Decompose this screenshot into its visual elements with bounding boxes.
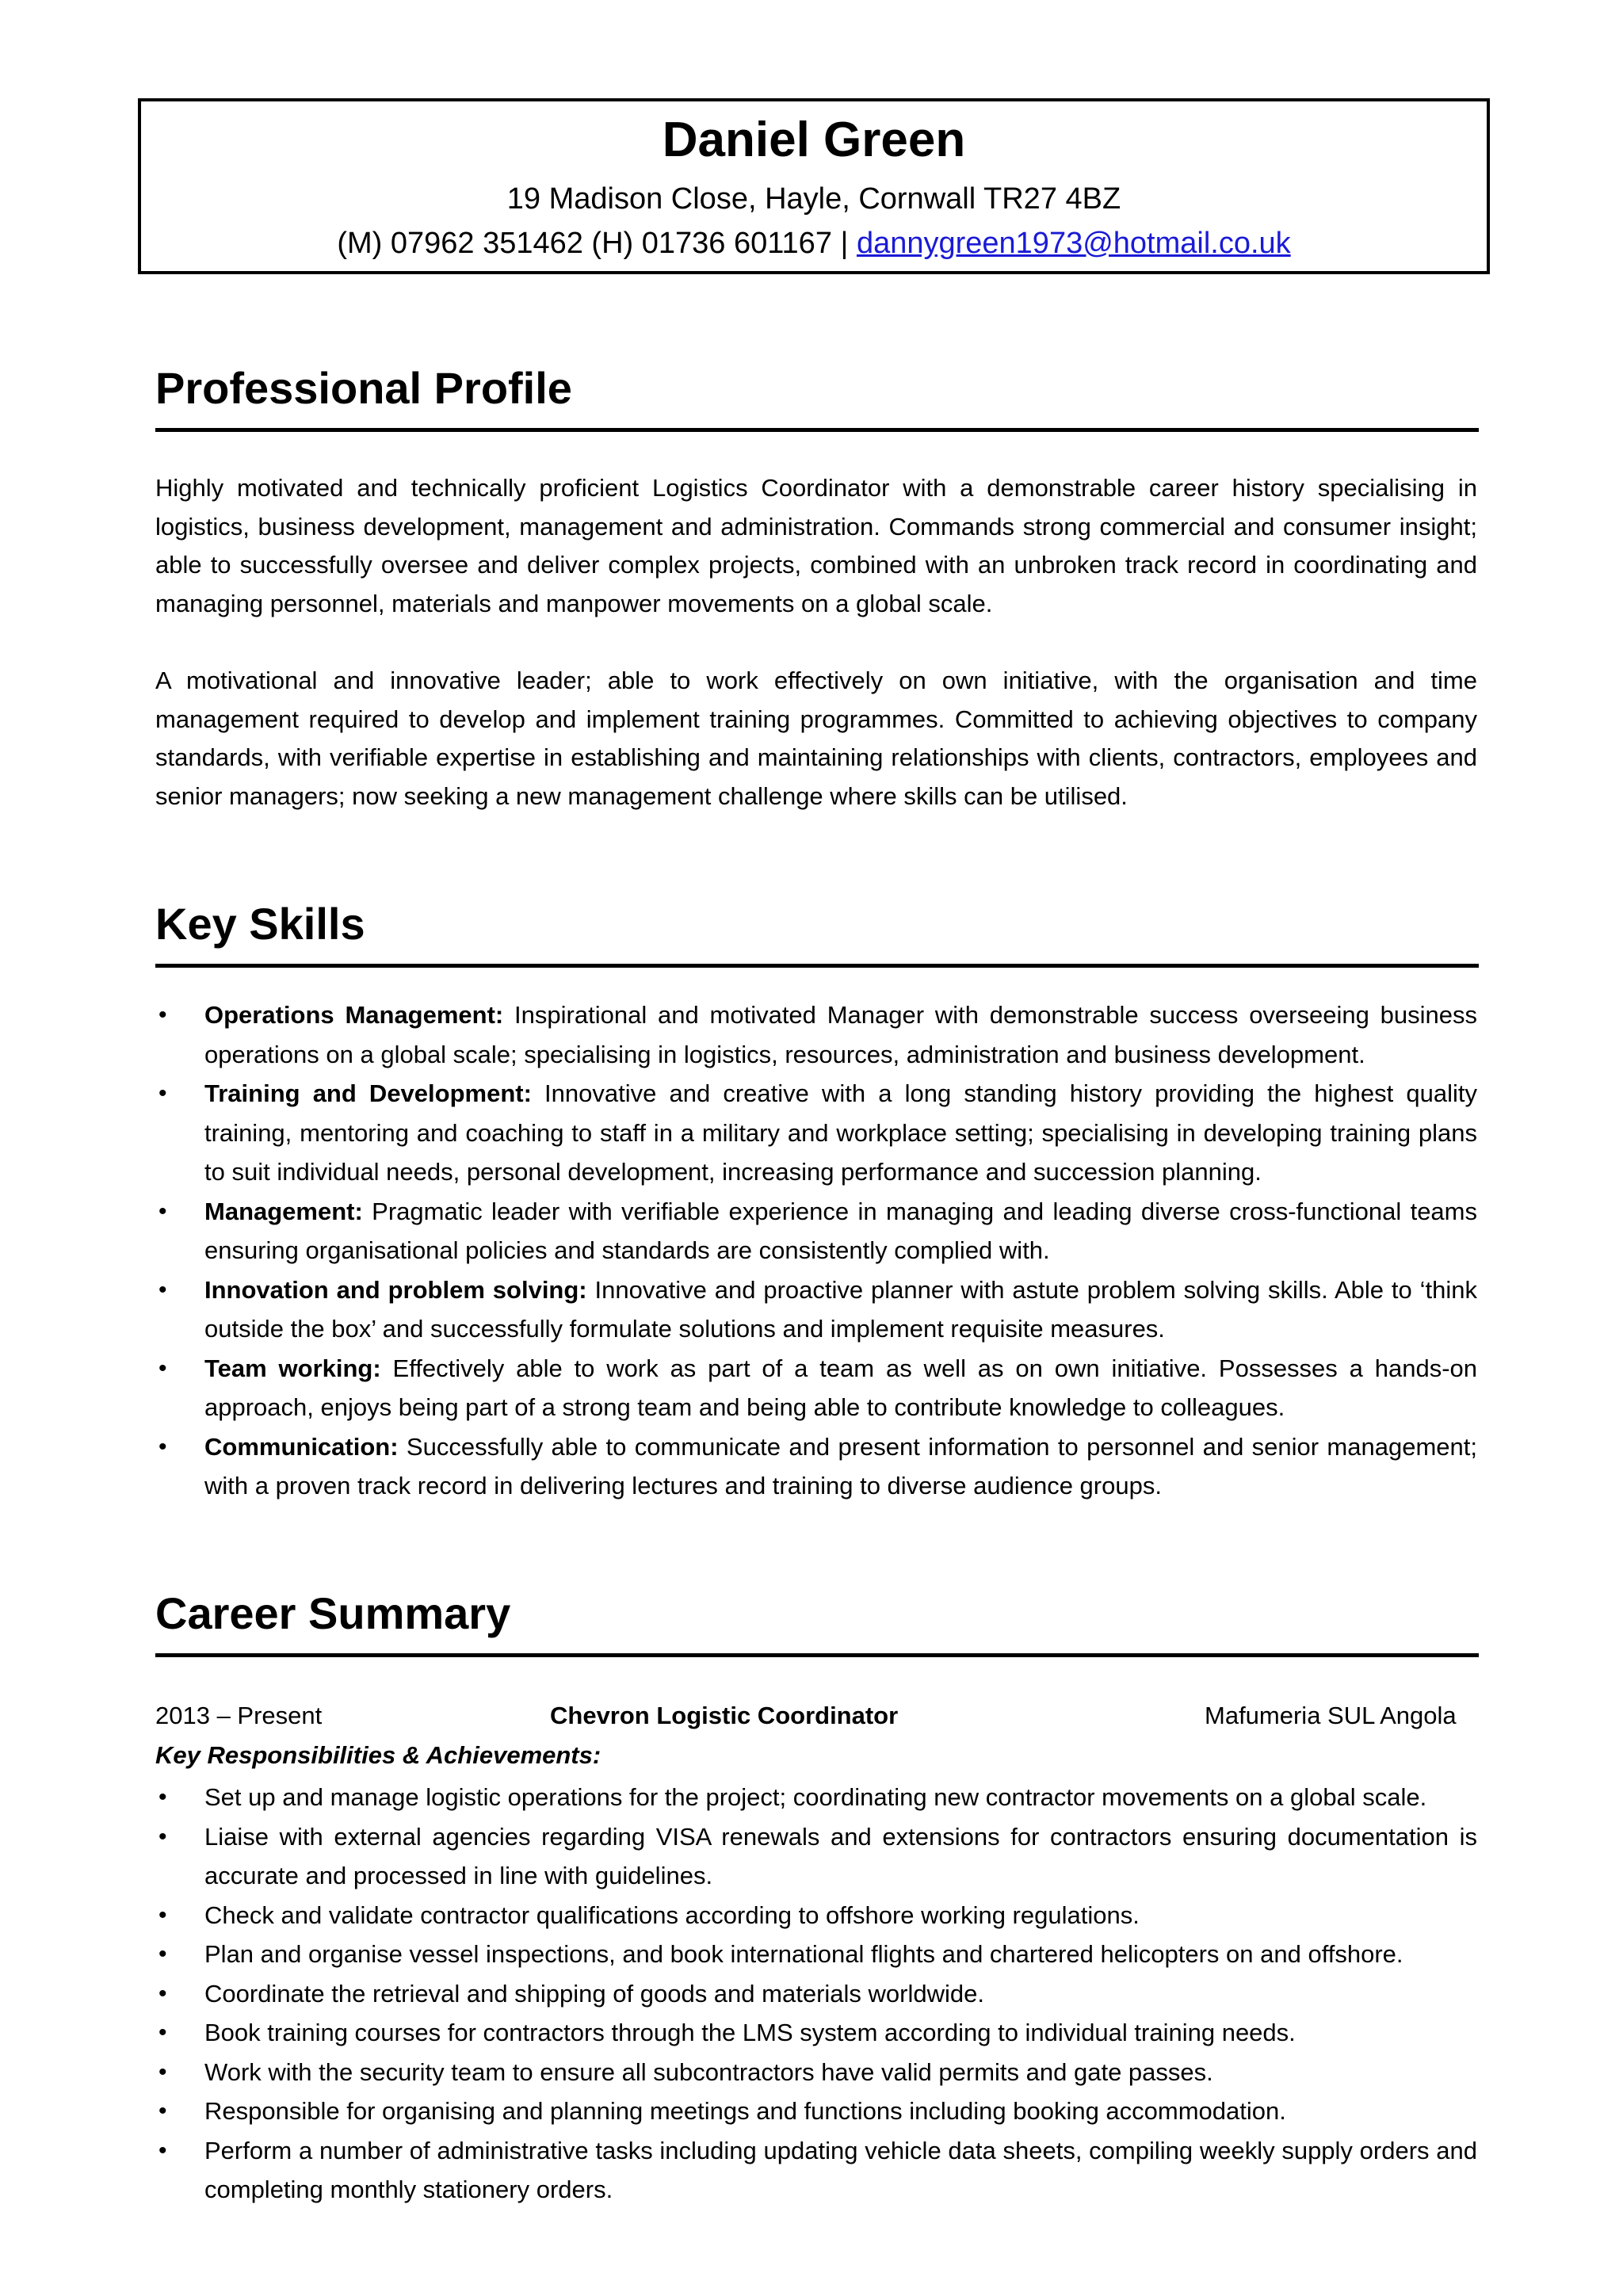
section-title-skills: Key Skills: [155, 902, 1479, 968]
skill-item: • Operations Management: Inspirational and motivated Manager with demonstrable success overseeing business operations on a global scale; specialising in logistics, resources, administration and business development.: [158, 1001, 1477, 1068]
section-title-profile: Professional Profile: [155, 366, 1479, 432]
contact-line: [141, 228, 1487, 258]
responsibility-item: • Book training courses for contractors through the LMS system according to individual training needs.: [158, 2019, 1296, 2046]
responsibility-item: • Check and validate contractor qualifications according to offshore working regulations.: [158, 1901, 1140, 1929]
profile-paragraph-2: A motivational and innovative leader; able to work effectively on own initiative, with the organisation and time management required to develop and implement training programmes. Committed to achieving objectives to company standards, with verifiable expertise in establishing and maintaining relationships with clients, contractors, employees and senior managers; now seeking a new management challenge where skills can be utilised.: [155, 667, 1477, 810]
address: 19 Madison Close, Hayle, Cornwall TR27 4BZ: [506, 182, 1121, 216]
responsibility-item: • Coordinate the retrieval and shipping of goods and materials worldwide.: [158, 1979, 984, 2008]
profile-paragraph-1: Highly motivated and technically proficient Logistics Coordinator with a demonstrable career history specialising in logistics, business development, management and administration. Commands strong commercial and consumer insight; able to successfully oversee and deliver complex projects, combined with an unbroken track record in coordinating and managing personnel, materials and manpower movements on a global scale.: [155, 474, 1477, 617]
responsibility-item: • Plan and organise vessel inspections, and book international flights and chartered helicopters on and offshore.: [158, 1940, 1403, 1968]
job-title: Chevron Logistic Coordinator: [550, 1702, 899, 1729]
skill-item: • Team working: Effectively able to work as part of a team as well as on own initiative. Possesses a hands-on approach, enjoys being part of a strong team and being able to contribute knowledge to colleagues.: [158, 1354, 1477, 1421]
phone-numbers: (M) 07962 351462 (H) 01736 601167 |: [337, 227, 849, 260]
responsibility-item: • Responsible for organising and planning meetings and functions including booking accommodation.: [158, 2097, 1286, 2125]
candidate-name: Daniel Green: [662, 113, 966, 167]
job-location: Mafumeria SUL Angola: [1205, 1702, 1457, 1729]
responsibility-item: • Liaise with external agencies regarding VISA renewals and extensions for contractors ensuring documentation is accurate and processed in line with guidelines.: [158, 1822, 1477, 1889]
responsibilities-heading: Key Responsibilities & Achievements:: [155, 1741, 601, 1769]
skill-item: • Management: Pragmatic leader with verifiable experience in managing and leading diverse cross-functional teams ensuring organisational policies and standards are consistently complied with.: [158, 1197, 1477, 1264]
responsibility-item: • Work with the security team to ensure all subcontractors have valid permits and gate passes.: [158, 2057, 1213, 2086]
skill-item: • Innovation and problem solving: Innovative and proactive planner with astute problem solving skills. Able to ‘think outside the box’ and successfully formulate solutions and implement requisite measures.: [158, 1275, 1477, 1343]
responsibility-item: • Perform a number of administrative tasks including updating vehicle data sheets, compiling weekly supply orders and completing monthly stationery orders.: [158, 2136, 1477, 2203]
responsibility-item: • Set up and manage logistic operations for the project; coordinating new contractor movements on a global scale.: [158, 1783, 1427, 1811]
contact-header: [138, 98, 1490, 274]
skills-list: [155, 995, 1477, 1506]
responsibilities-list: [155, 1778, 1477, 2210]
skill-item: • Training and Development: Innovative and creative with a long standing history providing the highest quality training, mentoring and coaching to staff in a military and workplace setting; specialising in developing training plans to suit individual needs, personal development, increasing performance and succession planning.: [158, 1079, 1477, 1186]
email-link[interactable]: dannygreen1973@hotmail.co.uk: [856, 227, 1291, 260]
section-title-career: Career Summary: [155, 1591, 1479, 1657]
job-period: 2013 – Present: [155, 1702, 323, 1729]
skill-item: • Communication: Successfully able to communicate and present information to personnel and senior management; with a proven track record in delivering lectures and training to diverse audience groups.: [158, 1432, 1477, 1499]
